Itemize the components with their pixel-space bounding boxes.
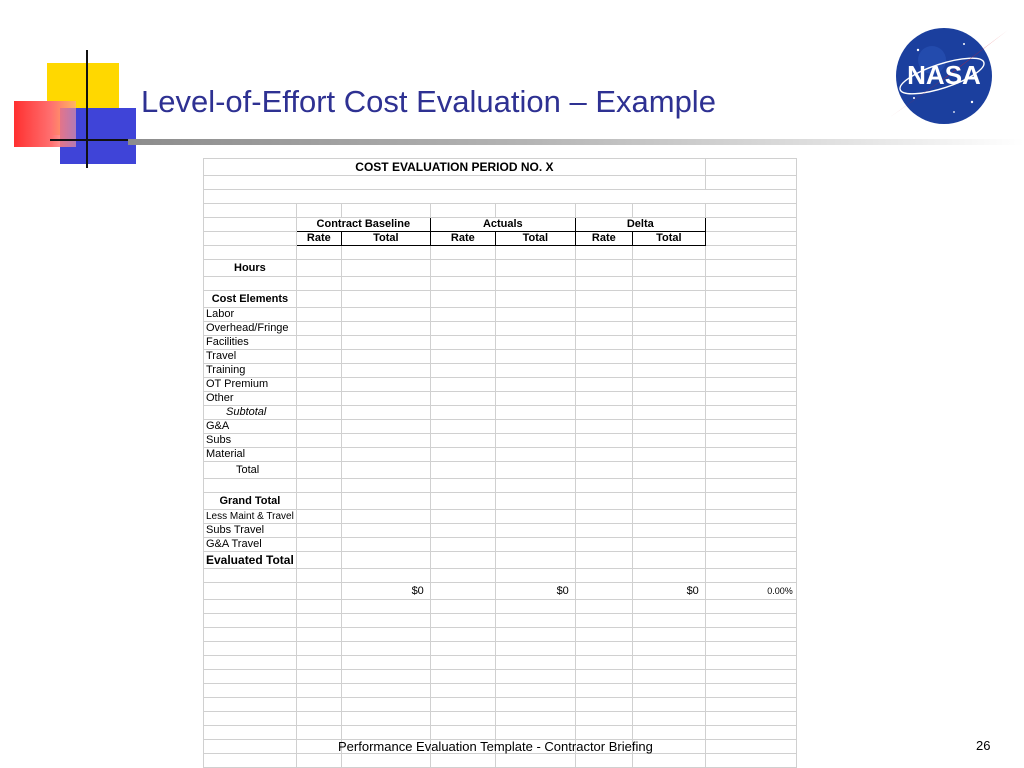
table-row <box>204 754 797 768</box>
table-row <box>204 364 797 378</box>
subheader-delta-total: Total <box>632 232 705 246</box>
table-row <box>204 614 797 628</box>
table-row <box>204 378 797 392</box>
decor-vertical-line <box>86 50 88 168</box>
cost-evaluation-table <box>203 158 797 768</box>
group-header-actuals: Actuals <box>430 218 575 232</box>
table-row <box>204 232 797 246</box>
table-row <box>204 190 797 204</box>
table-row <box>204 569 797 583</box>
table-row <box>204 176 797 190</box>
table-row <box>204 642 797 656</box>
slide-title: Level-of-Effort Cost Evaluation – Example <box>141 84 716 119</box>
group-header-contract-baseline: Contract Baseline <box>296 218 430 232</box>
table-row <box>204 712 797 726</box>
adjustment-label: Subs Travel <box>204 524 297 538</box>
subheader-baseline-total: Total <box>341 232 430 246</box>
element-label: Subs <box>204 434 297 448</box>
adjustment-label: Less Maint & Travel <box>204 510 297 524</box>
element-label: Overhead/Fringe <box>204 322 297 336</box>
table-row <box>204 524 797 538</box>
element-label: Training <box>204 364 297 378</box>
delta-total-value: $0 <box>632 583 705 600</box>
subheader-actuals-rate: Rate <box>430 232 495 246</box>
table-row <box>204 336 797 350</box>
total-label: Total <box>204 462 297 479</box>
subheader-baseline-rate: Rate <box>296 232 341 246</box>
grand-total-label: Grand Total <box>204 493 297 510</box>
table-row <box>204 392 797 406</box>
element-label: Facilities <box>204 336 297 350</box>
table-row <box>204 291 797 308</box>
actuals-total-value: $0 <box>495 583 575 600</box>
title-underline-rule <box>128 139 1024 145</box>
table-row <box>204 684 797 698</box>
table-row <box>204 308 797 322</box>
logo-text: NASA <box>907 60 981 90</box>
table-row <box>204 726 797 740</box>
subtotal-label: Subtotal <box>204 406 297 420</box>
table-row <box>204 600 797 614</box>
table-row <box>204 322 797 336</box>
element-label: Travel <box>204 350 297 364</box>
table-row <box>204 406 797 420</box>
cost-elements-label: Cost Elements <box>204 291 297 308</box>
table-row <box>204 479 797 493</box>
table-row <box>204 277 797 291</box>
nasa-logo <box>884 24 1008 128</box>
adjustment-label: G&A Travel <box>204 538 297 552</box>
element-label: Material <box>204 448 297 462</box>
table-row <box>204 510 797 524</box>
table-row <box>204 583 797 600</box>
baseline-total-value: $0 <box>341 583 430 600</box>
table-row <box>204 260 797 277</box>
subheader-delta-rate: Rate <box>575 232 632 246</box>
table-title: COST EVALUATION PERIOD NO. X <box>204 159 706 176</box>
evaluated-total-label: Evaluated Total <box>204 552 297 569</box>
element-label: Other <box>204 392 297 406</box>
element-label: G&A <box>204 420 297 434</box>
hours-label: Hours <box>204 260 297 277</box>
page-number: 26 <box>976 738 991 753</box>
table-row <box>204 493 797 510</box>
table-row <box>204 698 797 712</box>
table-row <box>204 350 797 364</box>
table-row <box>204 448 797 462</box>
table-row <box>204 670 797 684</box>
table-row <box>204 420 797 434</box>
table-row <box>204 628 797 642</box>
table-row <box>204 462 797 479</box>
table-row <box>204 552 797 569</box>
element-label: OT Premium <box>204 378 297 392</box>
slide-footer: Performance Evaluation Template - Contractor Briefing <box>338 739 653 754</box>
table-row <box>204 656 797 670</box>
delta-percent-value: 0.00% <box>705 583 796 600</box>
element-label: Labor <box>204 308 297 322</box>
decor-horizontal-line <box>50 139 140 141</box>
subheader-actuals-total: Total <box>495 232 575 246</box>
table-row <box>204 218 797 232</box>
table-row <box>204 204 797 218</box>
table-row <box>204 434 797 448</box>
group-header-delta: Delta <box>575 218 705 232</box>
table-row <box>204 246 797 260</box>
table-row <box>204 159 797 176</box>
table-row <box>204 538 797 552</box>
